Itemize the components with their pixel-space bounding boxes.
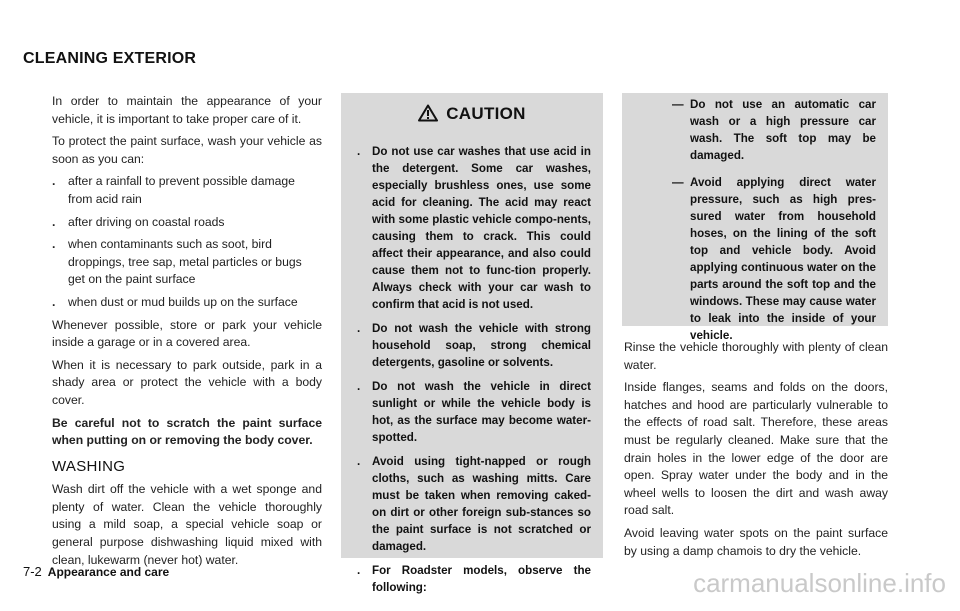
caution-box bbox=[341, 93, 603, 594]
list-item: — Do not use an automatic car wash or a high pressure car wash. The soft top may be damaged. bbox=[672, 98, 876, 162]
watermark: carmanualsonline.info bbox=[693, 568, 946, 598]
bullet-icon: . bbox=[52, 174, 56, 189]
list-item: . Do not wash the vehicle with strong household soap, strong chemical detergents, gasoline or solvents. bbox=[357, 322, 591, 369]
list-item: . when contaminants such as soot, bird droppings, tree sap, metal particles or bugs get on the paint surface bbox=[52, 237, 302, 287]
section-title: CLEANING EXTERIOR bbox=[23, 50, 197, 67]
body-cover-note: Be careful not to scratch the paint surface when putting on or removing the body cover. bbox=[52, 415, 322, 448]
chapter-title: Appearance and care bbox=[47, 565, 170, 579]
list-item: . Avoid using tight-napped or rough cloths, such as washing mitts. Care must be taken when removing caked-on dirt or other foreign sub-stances so the paint surface is not scratched or damaged. bbox=[357, 455, 591, 553]
right-column bbox=[624, 339, 888, 565]
store-paragraph: Whenever possible, store or park your vehicle inside a garage or in a covered area. bbox=[52, 317, 322, 350]
flanges-paragraph: Inside flanges, seams and folds on the doors, hatches and hood are particularly vulnerable to the effects of road salt. Therefore, these areas must be regularly cleaned. Make sure that the drain holes in the lower edge of the door are open. Spray water under the body and in the wheel wells to loosen the dirt and wash away road salt. bbox=[624, 380, 888, 518]
wash-conditions-list bbox=[52, 173, 322, 311]
washing-paragraph: Wash dirt off the vehicle with a wet sponge and plenty of water. Clean the vehicle thoroughly using a mild soap, a special vehicle soap or general purpose dishwashing liquid mixed with clean, lukewarm (never hot) water. bbox=[52, 482, 322, 567]
protect-paragraph: To protect the paint surface, wash your vehicle as soon as you can: bbox=[52, 134, 322, 166]
bullet-icon: . bbox=[357, 455, 361, 468]
caution-list bbox=[357, 143, 591, 603]
bullet-icon: . bbox=[357, 564, 361, 577]
list-item: — Avoid applying direct water pressure, such as high pres-sured water from household hoses, on the lining of the soft top and vehicle body. Avoid applying continuous water on the parts around the soft top and the windows. These may cause water to leak into the inside of your vehicle. bbox=[672, 176, 876, 342]
bullet-icon: . bbox=[52, 237, 56, 252]
rinse-paragraph: Rinse the vehicle thoroughly with plenty of clean water. bbox=[624, 340, 888, 372]
bullet-icon: . bbox=[52, 214, 56, 229]
caution-continued-box bbox=[622, 93, 888, 342]
list-item: . after driving on coastal roads bbox=[52, 214, 322, 232]
left-column bbox=[52, 93, 322, 574]
water-spots-paragraph: Avoid leaving water spots on the paint surface by using a damp chamois to dry the vehicle. bbox=[624, 525, 888, 558]
caution-heading bbox=[341, 104, 603, 127]
washing-heading: WASHING bbox=[52, 457, 126, 475]
list-item: . Do not wash the vehicle in direct sunlight or while the vehicle body is hot, as the surface may become water-spotted. bbox=[357, 380, 591, 444]
page-footer bbox=[23, 564, 169, 579]
list-item: . For Roadster models, observe the following: bbox=[357, 564, 591, 594]
list-item: . when dust or mud builds up on the surface bbox=[52, 294, 322, 312]
list-item: . after a rainfall to prevent possible damage from acid rain bbox=[52, 174, 295, 206]
warning-triangle-icon bbox=[418, 104, 438, 127]
page-number: 7-2 bbox=[23, 564, 42, 579]
dash-icon: — bbox=[672, 176, 684, 189]
dash-icon: — bbox=[672, 98, 684, 111]
caution-label: CAUTION bbox=[446, 104, 526, 123]
bullet-icon: . bbox=[357, 322, 361, 335]
bullet-icon: . bbox=[357, 145, 361, 158]
roadster-sublist bbox=[672, 96, 876, 354]
bullet-icon: . bbox=[52, 294, 56, 309]
list-item: . Do not use car washes that use acid in the detergent. Some car washes, especially brushless ones, use some acid for cleaning. The acid may react with some plastic vehicle compo-nents, causing them to crack. This could affect their appearance, and also could cause them not to func-tion properly. Always check with your car wash to confirm that acid is not used. bbox=[357, 145, 591, 311]
bullet-icon: . bbox=[357, 380, 361, 393]
intro-paragraph: In order to maintain the appearance of your vehicle, it is important to take proper care of it. bbox=[52, 94, 322, 126]
shade-paragraph: When it is necessary to park outside, park in a shady area or protect the vehicle with a body cover. bbox=[52, 357, 322, 407]
